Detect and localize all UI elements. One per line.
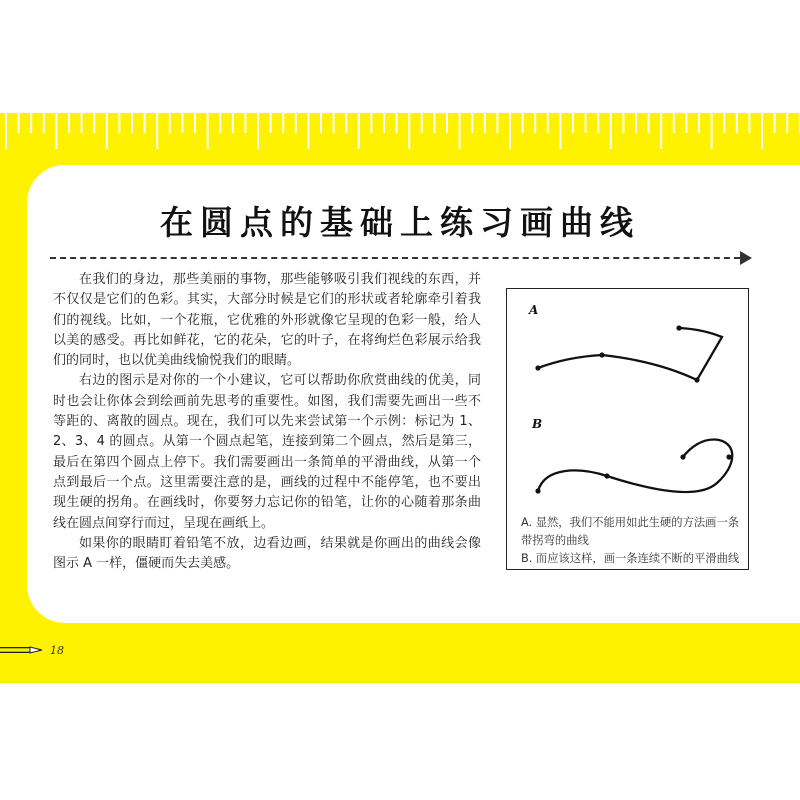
caption-a: A. 显然，我们不能用如此生硬的方法画一条带拐弯的曲线 [521,516,740,547]
curve-b-dot-2 [604,473,609,478]
page-title: 在圆点的基础上练习画曲线 [160,203,640,242]
curve-a-dot-2 [599,352,604,357]
ruler-border [0,113,800,163]
curve-b [538,440,732,493]
figure-label-a: A [529,303,539,317]
pencil-icon [0,642,46,658]
page-number: 18 [50,644,64,657]
caption-b: B. 而应该这样，画一条连续不断的平滑曲线 [521,552,740,565]
figure-label-b: B [532,417,543,431]
title-divider [50,257,750,259]
curve-b-dot-4 [680,454,685,459]
body-text [53,270,481,574]
curve-illustration [507,289,747,509]
curve-a-dot-4 [676,325,681,330]
paragraph-1: 在我们的身边，那些美丽的事物，那些能够吸引我们视线的东西，并不仅仅是它们的色彩。其实，大部分时候是它们的形状或者轮廓牵引着我们的视线。比如，一个花瓶，它优雅的外形就像它呈现的色彩一般，给人以美的感受。再比如鲜花，它的花朵，它的叶子，在将绚烂色彩展示给我们的同时，也以优美曲线愉悦我们的眼睛。 [53,272,481,369]
paragraph-2: 右边的图示是对你的一个小建议，它可以帮助你欣赏曲线的优美，同时也会让你体会到绘画前先思考的重要性。如图，我们需要先画出一些不等距的、离散的圆点。现在，我们可以先来尝试第一个示例：标记为 1、2、3、4 的圆点。从第一个圆点起笔，连接到第二个圆点，然后是第三，最后在第四个圆点上停下。我们需要画出一条简单的平滑曲线，从第一个点到最后一个点。这里需要注意的是，画线的过程中不能停笔，也不要出现生硬的拐角。在画线时，你要努力忘记你的铅笔，让你的心随着那条曲线在圆点间穿行而过，呈现在画纸上。 [53,373,481,531]
curve-a-dot-3 [694,377,699,382]
curve-a-dot-1 [535,365,540,370]
curve-b-dot-3 [726,454,731,459]
curve-a [538,328,722,380]
figure-caption [521,514,741,568]
curve-figure [506,288,749,570]
divider-arrow-icon [740,251,752,265]
paragraph-3: 如果你的眼睛盯着铅笔不放，边看边画，结果就是你画出的曲线会像图示 A 一样，僵硬而失去美感。 [53,535,481,572]
curve-b-dot-1 [535,488,540,493]
